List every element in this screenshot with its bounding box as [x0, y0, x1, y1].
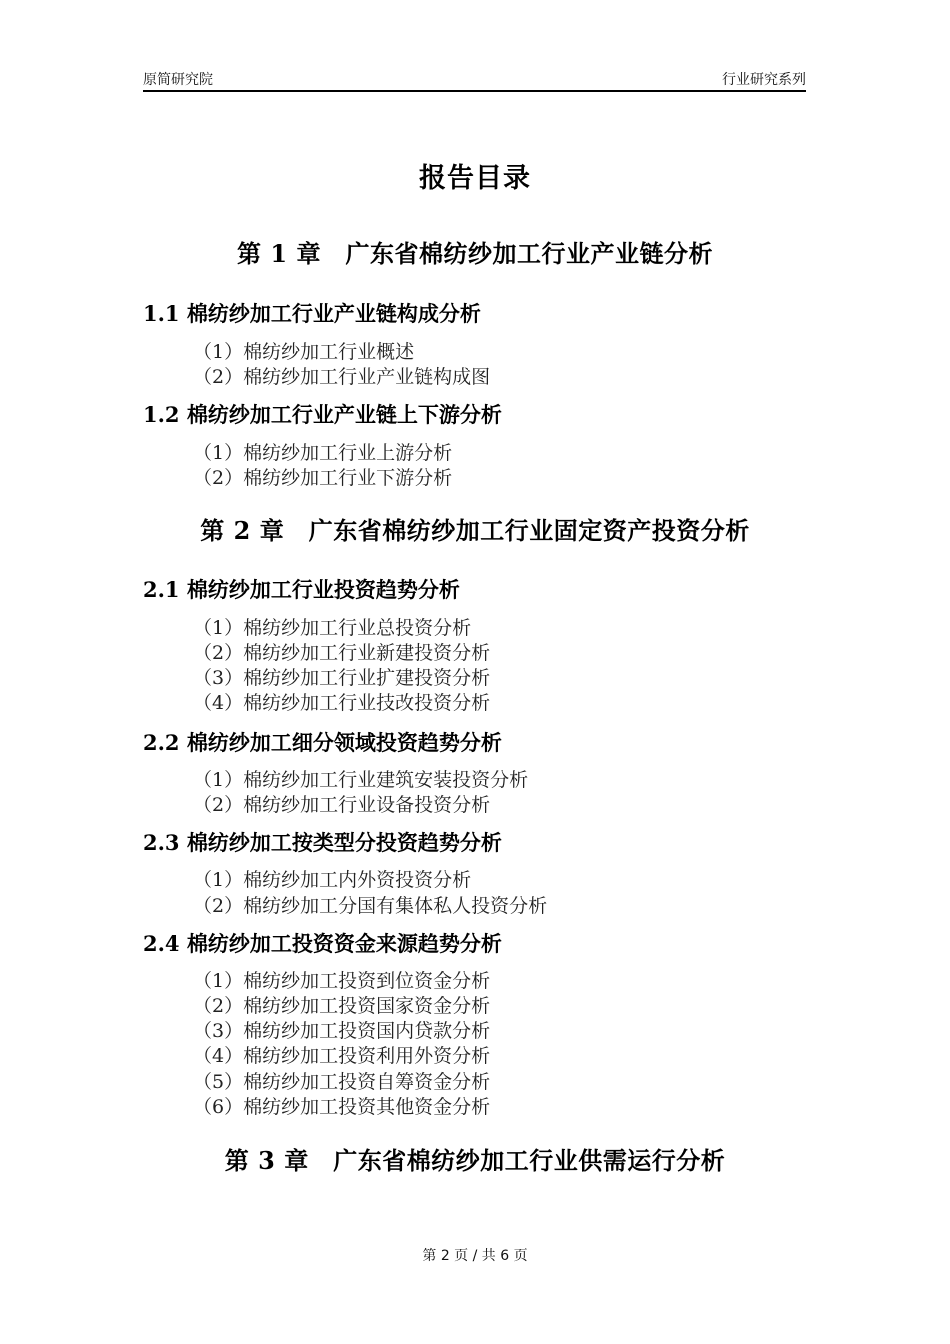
toc-item: （2）棉纺纱加工行业产业链构成图 — [193, 366, 491, 388]
toc-item: （1）棉纺纱加工行业上游分析 — [193, 442, 453, 464]
toc-item: （1）棉纺纱加工内外资投资分析 — [193, 869, 472, 891]
toc-item: （5）棉纺纱加工投资自筹资金分析 — [193, 1071, 491, 1093]
page-title: 报告目录 — [419, 163, 531, 194]
toc-item: （3）棉纺纱加工行业扩建投资分析 — [193, 667, 491, 689]
header-organization: 原简研究院 — [143, 72, 213, 88]
page-header — [143, 68, 806, 92]
section-heading: 2.2 棉纺纱加工细分领域投资趋势分析 — [143, 730, 502, 755]
toc-item: （3）棉纺纱加工投资国内贷款分析 — [193, 1020, 491, 1042]
toc-item: （1）棉纺纱加工投资到位资金分析 — [193, 970, 491, 992]
toc-item: （6）棉纺纱加工投资其他资金分析 — [193, 1096, 491, 1118]
section-heading: 1.1 棉纺纱加工行业产业链构成分析 — [143, 301, 481, 326]
toc-item: （1）棉纺纱加工行业建筑安装投资分析 — [193, 769, 529, 791]
section-heading: 2.3 棉纺纱加工按类型分投资趋势分析 — [143, 830, 502, 855]
toc-item: （2）棉纺纱加工行业设备投资分析 — [193, 794, 491, 816]
toc-item: （4）棉纺纱加工行业技改投资分析 — [193, 692, 491, 714]
toc-item: （1）棉纺纱加工行业总投资分析 — [193, 617, 472, 639]
page-number: 第 2 页 / 共 6 页 — [422, 1248, 528, 1264]
toc-item: （2）棉纺纱加工投资国家资金分析 — [193, 995, 491, 1017]
section-heading: 2.4 棉纺纱加工投资资金来源趋势分析 — [143, 931, 502, 956]
toc-item: （2）棉纺纱加工行业新建投资分析 — [193, 642, 491, 664]
toc-item: （4）棉纺纱加工投资利用外资分析 — [193, 1045, 491, 1067]
chapter-heading: 第 2 章 广东省棉纺纱加工行业固定资产投资分析 — [200, 516, 750, 545]
toc-item: （2）棉纺纱加工分国有集体私人投资分析 — [193, 895, 548, 917]
section-heading: 1.2 棉纺纱加工行业产业链上下游分析 — [143, 402, 502, 427]
chapter-heading: 第 1 章 广东省棉纺纱加工行业产业链分析 — [237, 239, 713, 268]
toc-item: （2）棉纺纱加工行业下游分析 — [193, 467, 453, 489]
toc-item: （1）棉纺纱加工行业概述 — [193, 341, 415, 363]
section-heading: 2.1 棉纺纱加工行业投资趋势分析 — [143, 577, 460, 602]
chapter-heading: 第 3 章 广东省棉纺纱加工行业供需运行分析 — [224, 1146, 726, 1175]
header-series: 行业研究系列 — [722, 72, 806, 88]
